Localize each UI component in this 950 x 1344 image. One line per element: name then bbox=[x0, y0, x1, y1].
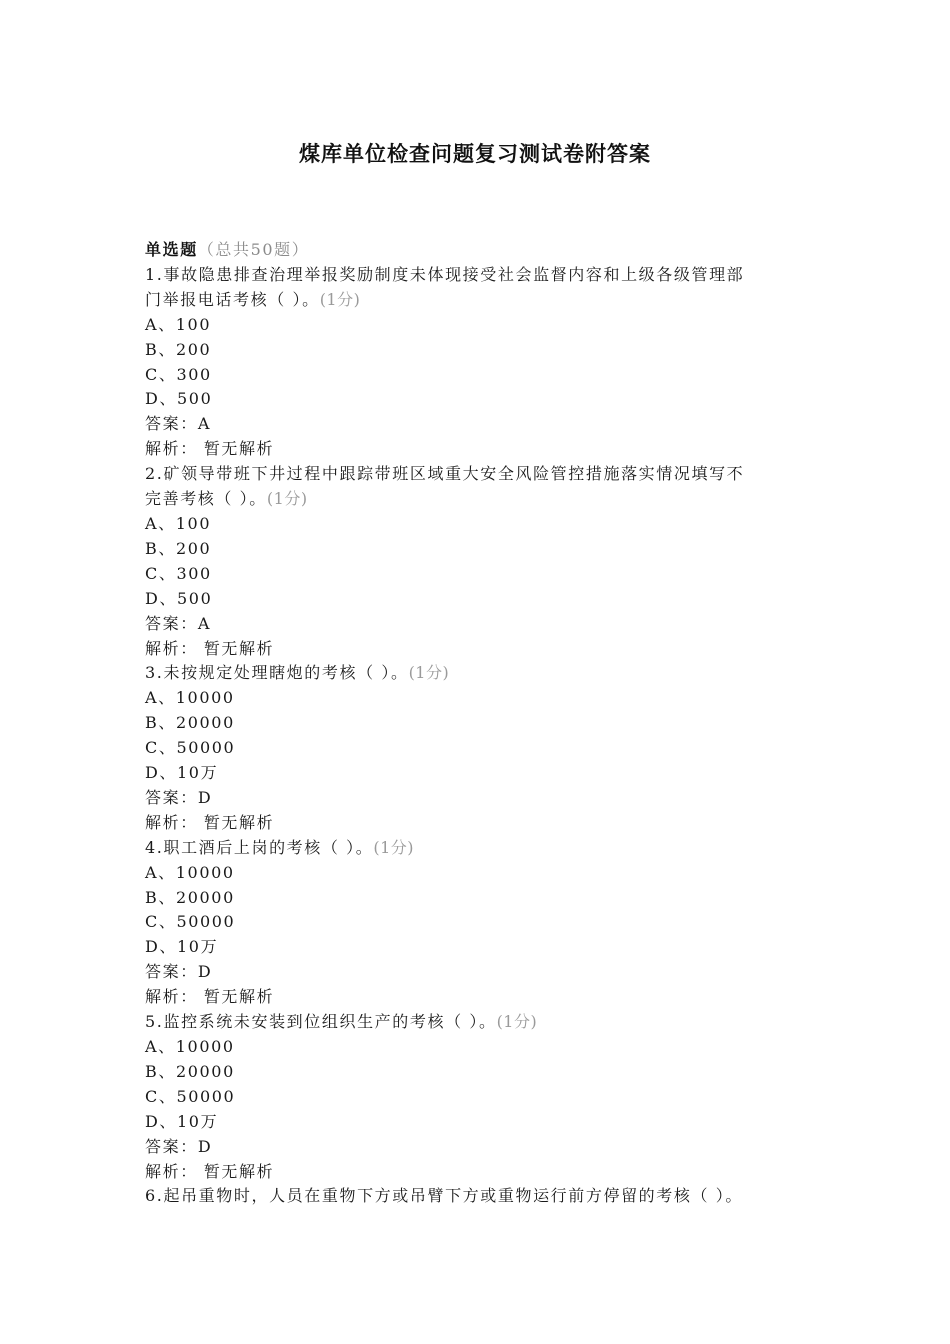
question-1 bbox=[145, 263, 805, 462]
option-a: A、100 bbox=[145, 513, 212, 533]
option-b: B、20000 bbox=[145, 1061, 235, 1081]
option-d: D、500 bbox=[145, 588, 213, 608]
answer-line bbox=[145, 1135, 805, 1160]
explanation-value: 暂无解析 bbox=[203, 638, 275, 658]
question-number: 4. bbox=[145, 837, 164, 857]
explanation-label: 解析： bbox=[145, 439, 198, 459]
answer-value: D bbox=[197, 962, 213, 982]
option-c: C、300 bbox=[145, 364, 212, 384]
explanation-value: 暂无解析 bbox=[203, 987, 275, 1007]
question-text: 完善考核（ ）。 bbox=[145, 489, 267, 509]
document-body bbox=[145, 238, 805, 1209]
question-score: (1分) bbox=[319, 289, 361, 309]
question-number: 2. bbox=[145, 464, 164, 484]
answer-line bbox=[145, 786, 805, 811]
option-a: A、10000 bbox=[145, 1037, 235, 1056]
answer-value: A bbox=[197, 613, 211, 633]
explanation-line bbox=[145, 811, 805, 836]
question-3 bbox=[145, 661, 805, 835]
answer-line bbox=[145, 960, 805, 985]
question-number: 6. bbox=[145, 1186, 164, 1206]
option-b: B、200 bbox=[145, 538, 212, 558]
question-score: (1分) bbox=[496, 1012, 538, 1032]
explanation-label: 解析： bbox=[145, 638, 198, 658]
answer-label: 答案： bbox=[145, 962, 198, 982]
question-4 bbox=[145, 836, 805, 1010]
explanation-label: 解析： bbox=[145, 987, 198, 1007]
answer-value: A bbox=[197, 414, 211, 434]
question-6 bbox=[145, 1184, 805, 1209]
answer-line bbox=[145, 412, 805, 437]
question-stem-line bbox=[145, 1184, 805, 1209]
question-stem-line bbox=[145, 288, 805, 313]
page-title: 煤库单位检查问题复习测试卷附答案 bbox=[299, 141, 651, 166]
option-c: C、300 bbox=[145, 563, 212, 583]
question-score: (1分) bbox=[373, 837, 415, 857]
option-c: C、50000 bbox=[145, 1086, 236, 1106]
question-stem-line bbox=[145, 487, 805, 512]
answer-label: 答案： bbox=[145, 613, 198, 633]
answer-value: D bbox=[197, 1136, 213, 1156]
question-text: 事故隐患排查治理举报奖励制度未体现接受社会监督内容和上级各级管理部 bbox=[163, 264, 745, 284]
question-number: 3. bbox=[145, 663, 164, 683]
explanation-label: 解析： bbox=[145, 1161, 198, 1181]
option-c: C、50000 bbox=[145, 912, 236, 932]
explanation-value: 暂无解析 bbox=[203, 1161, 275, 1181]
question-stem-line bbox=[145, 836, 805, 861]
option-d: D、10万 bbox=[145, 763, 219, 783]
explanation-line bbox=[145, 437, 805, 462]
section-name: 单选题 bbox=[145, 240, 198, 259]
answer-value: D bbox=[197, 787, 213, 807]
question-stem-line bbox=[145, 1010, 805, 1035]
section-count: （总共50题） bbox=[197, 240, 310, 259]
explanation-label: 解析： bbox=[145, 812, 198, 832]
option-d: D、10万 bbox=[145, 937, 219, 957]
option-a: A、10000 bbox=[145, 862, 235, 882]
question-stem-line bbox=[145, 462, 805, 487]
question-text: 职工酒后上岗的考核（ ）。 bbox=[163, 837, 374, 857]
answer-label: 答案： bbox=[145, 1136, 198, 1156]
question-score: (1分) bbox=[266, 489, 308, 509]
option-b: B、200 bbox=[145, 339, 212, 359]
question-text: 未按规定处理瞎炮的考核（ ）。 bbox=[163, 663, 409, 683]
option-a: A、100 bbox=[145, 314, 212, 334]
explanation-value: 暂无解析 bbox=[203, 812, 275, 832]
question-text: 起吊重物时，人员在重物下方或吊臂下方或重物运行前方停留的考核（ ）。 bbox=[163, 1186, 743, 1206]
question-score: (1分) bbox=[408, 663, 450, 683]
option-d: D、500 bbox=[145, 389, 213, 409]
option-a: A、10000 bbox=[145, 688, 235, 708]
explanation-line bbox=[145, 637, 805, 662]
section-heading bbox=[145, 238, 805, 263]
option-b: B、20000 bbox=[145, 887, 235, 907]
answer-line bbox=[145, 612, 805, 637]
question-number: 5. bbox=[145, 1012, 164, 1032]
question-text: 矿领导带班下井过程中跟踪带班区域重大安全风险管控措施落实情况填写不 bbox=[163, 464, 745, 484]
question-2 bbox=[145, 462, 805, 661]
explanation-value: 暂无解析 bbox=[203, 439, 275, 459]
explanation-line bbox=[145, 1160, 805, 1185]
answer-label: 答案： bbox=[145, 787, 198, 807]
question-stem-line bbox=[145, 661, 805, 686]
question-text: 监控系统未安装到位组织生产的考核（ ）。 bbox=[163, 1012, 497, 1032]
question-number: 1. bbox=[145, 264, 164, 284]
option-c: C、50000 bbox=[145, 738, 236, 758]
answer-label: 答案： bbox=[145, 414, 198, 434]
question-text: 门举报电话考核（ ）。 bbox=[145, 289, 320, 309]
option-d: D、10万 bbox=[145, 1111, 219, 1131]
option-b: B、20000 bbox=[145, 713, 235, 733]
question-5 bbox=[145, 1010, 805, 1184]
explanation-line bbox=[145, 985, 805, 1010]
question-stem-line bbox=[145, 263, 805, 288]
